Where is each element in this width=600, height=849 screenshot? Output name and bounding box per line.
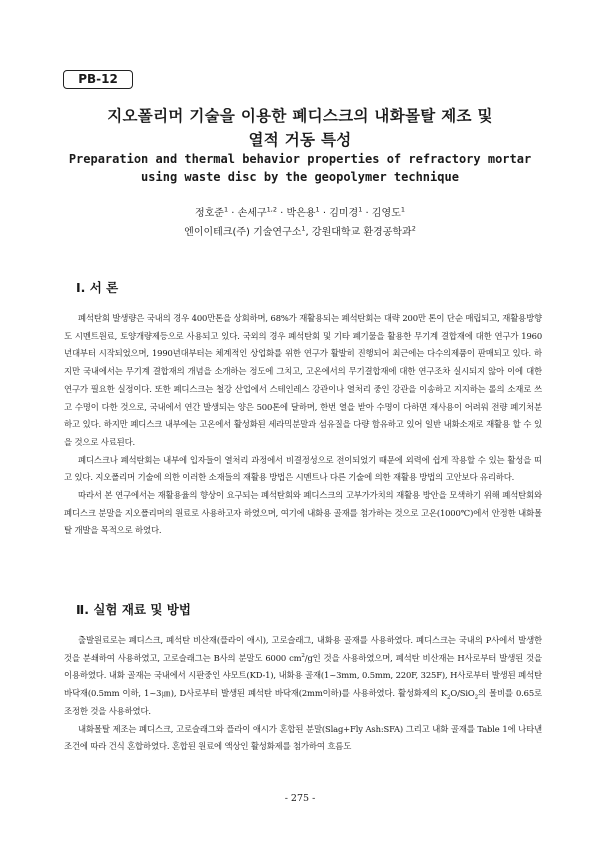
subscript: 2 [474,694,478,701]
methods-body [64,632,542,756]
page-number: - 275 - [284,793,316,804]
text-run: O/SiO [450,688,475,699]
author-name: 박은용 [286,208,316,219]
affiliation-line: 엔이이테크(주) 기술연구소$^1$, 강원대학교 환경공학과$^2$ [184,224,416,238]
affiliation-1: 엔이이테크(주) 기술연구소 [184,227,302,238]
author-name: 김영도 [371,208,401,219]
author-name: 손세구 [237,208,267,219]
author-list: 정호준$^1$ · 손세구$^{1,2}$ · 박은용$^1$ · 김미경$^1$ · 김영도$^1$ [194,205,405,219]
introduction-body [64,310,542,540]
session-code-badge: PB-12 [63,70,133,89]
paragraph: 따라서 본 연구에서는 재활용율의 향상이 요구되는 폐석탄회와 폐디스크의 고부가가치의 재활용 방안을 모색하기 위해 폐석탄회와 폐디스크 분말을 지오폴리머의 원료로 사용하고자 하였으며, 여기에 내화용 골재를 첨가하는 것으로 고온(1000℃)에서 안정한 내화몰탈 개발을 목적으로 하였다. [64,490,542,536]
author-affiliation-mark: 1,2 [266,205,277,214]
affiliation-mark: 2 [411,224,416,233]
paragraph: 폐디스크나 폐석탄회는 내부에 입자들이 열처리 과정에서 비결정성으로 전이되었기 때문에 외력에 쉽게 작용할 수 있는 활성을 띠고 있다. 지오폴리머 기술에 의한 이러한 소재들의 재활용 방법은 시멘트나 다른 기술에 의한 재활용 방법의 고안보다 유리하다. [64,454,542,483]
paragraph: 폐석탄회 발생량은 국내의 경우 400만톤을 상회하며, 68%가 재활용되는 폐석탄회는 대략 200만 톤이 단순 매립되고, 재활용방향도 시멘트원료, 토양개량제등으로 사용되고 있다. 국외의 경우 폐석탄회 및 기타 폐기물을 활용한 무기계 결합재에 대한 연구가 1960년대부터 시작되었으며, 1990년대부터는 체계적인 상업화를 위한 연구가 활발히 진행되어 최근에는 다수의제품이 판매되고 있다. 하지만 국내에서는 무기계 결합재의 개념을 소개하는 정도에 그치고, 고온에서의 무기결합재에 대한 연구조차 실시되지 않아 이에 대한 연구가 필요한 실정이다. 또한 폐디스크는 철강 산업에서 스테인레스 강관이나 열처리 중인 강관을 이송하고 지지하는 롤의 소재로 쓰고 수명이 다한 것으로, 국내에서 연간 발생되는 양은 500톤에 달하며, 한번 열을 받아 수명이 다하면 재사용이 어려워 전량 폐기처분하고 있다. 하지만 폐디스크 내부에는 고온에서 활성화된 세라믹분말과 섬유질을 다량 함유하고 있어 일반 내화소재로 재활용 할 수 있을 것으로 사료된다. [64,313,542,447]
affiliation-mark: 1 [301,224,306,233]
korean-title-line-2: 열적 거동 특성 [248,131,352,149]
paragraph [64,632,542,721]
korean-title-line-1: 지오폴리머 기술을 이용한 폐디스크의 내화몰탈 제조 및 [107,107,493,125]
section-heading-introduction: Ⅰ. 서 론 [76,280,119,295]
author-name: 김미경 [329,208,359,219]
superscript: 2 [301,652,305,659]
author-name: 정호준 [194,208,224,219]
english-title-line-1: Preparation and thermal behavior properties of refractory mortar [68,152,532,166]
text-run: /g인 것을 사용하였으며, 폐석탄 비산재는 H사로부터 발생된 것을 이용하였다. 내화 골재는 국내에서 시판중인 샤모트(KD-1), 내화용 골재(1~3mm, 0.5mm, 220F, 325F), H사로부터 발생된 폐석탄 바닥재(0.5mm 이하, 1~3㎛), D사로부터 발생된 폐석탄 바닥재(2mm이하)를 사용하였다. 활성화제의 K [64,652,542,699]
author-affiliation-mark: 1 [223,205,229,214]
author-affiliation-mark: 1 [358,205,363,214]
author-affiliation-mark: 1 [315,205,320,214]
text-run: 출발원료로는 폐디스크, 폐석탄 비산재(플라이 애시), 고로슬래그, 내화용 골재를 사용하였다. 폐디스크는 국내의 P사에서 발생한 것을 분쇄하여 사용하였고, 고로슬래그는 B사의 분말도 6000 cm [64,635,542,663]
section-heading-methods: Ⅱ. 실험 재료 및 방법 [76,602,191,617]
text-run: 의 몰비를 0.65로 조정한 것을 사용하였다. [64,688,542,716]
affiliation-2: 강원대학교 환경공학과 [311,227,412,238]
subscript: 2 [447,694,451,701]
english-title-line-2: using waste disc by the geopolymer technique [141,170,459,184]
paragraph: 내화몰탈 제조는 폐디스크, 고로슬래그와 플라이 애시가 혼합된 분말(Slag+Fly Ash:SFA) 그리고 내화 골재를 Table 1에 나타낸 조건에 따라 건식 혼합하였다. 혼합된 원료에 액상인 활성화제를 첨가하여 흐름도 [64,723,542,752]
author-affiliation-mark: 1 [400,205,405,214]
